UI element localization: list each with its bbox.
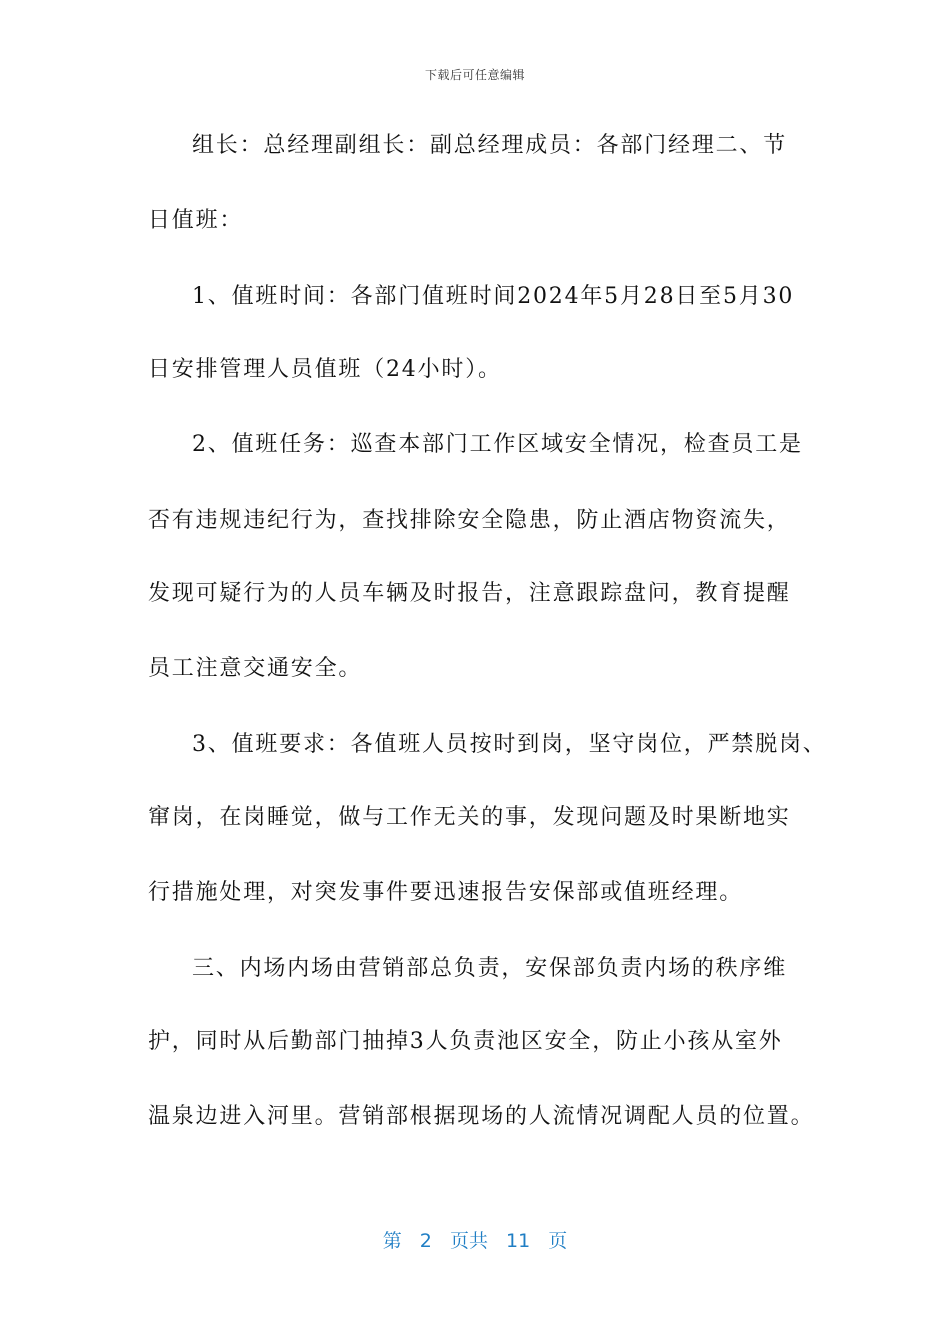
body-line-11: 行措施处理，对突发事件要迅速报告安保部或值班经理。 (148, 880, 744, 905)
body-line-8: 员工注意交通安全。 (148, 656, 363, 681)
body-line-12: 三、内场内场由营销部总负责，安保部负责内场的秩序维 (192, 956, 788, 981)
body-line-10: 窜岗，在岗睡觉，做与工作无关的事，发现问题及时果断地实 (148, 805, 791, 830)
body-line-7: 发现可疑行为的人员车辆及时报告，注意跟踪盘问，教育提醒 (148, 581, 791, 606)
body-line-5: 2、值班任务：巡查本部门工作区域安全情况，检查员工是 (192, 432, 803, 457)
body-line-1: 组长：总经理副组长：副总经理成员：各部门经理二、节 (192, 133, 788, 158)
body-line-14: 温泉边进入河里。营销部根据现场的人流情况调配人员的位置。 (148, 1104, 815, 1129)
page-footer (0, 1226, 950, 1253)
footer-page-middle: 页共 (449, 1230, 488, 1252)
body-line-2: 日值班： (148, 208, 244, 233)
body-line-9: 3、值班要求：各值班人员按时到岗，坚守岗位，严禁脱岗、 (192, 732, 827, 757)
footer-page-prefix: 第 (382, 1230, 402, 1252)
body-line-3: 1、值班时间：各部门值班时间2024年5月28日至5月30 (192, 284, 795, 309)
footer-page-number: 2 (419, 1230, 432, 1252)
body-line-6: 否有违规违纪行为，查找排除安全隐患，防止酒店物资流失， (148, 508, 791, 533)
body-line-13: 护，同时从后勤部门抽掉3人负责池区安全，防止小孩从室外 (148, 1029, 783, 1054)
page-header-note: 下载后可任意编辑 (424, 68, 525, 82)
footer-page-suffix: 页 (548, 1230, 568, 1252)
body-line-4: 日安排管理人员值班（24小时）。 (148, 357, 502, 382)
footer-total-pages: 11 (506, 1230, 531, 1252)
